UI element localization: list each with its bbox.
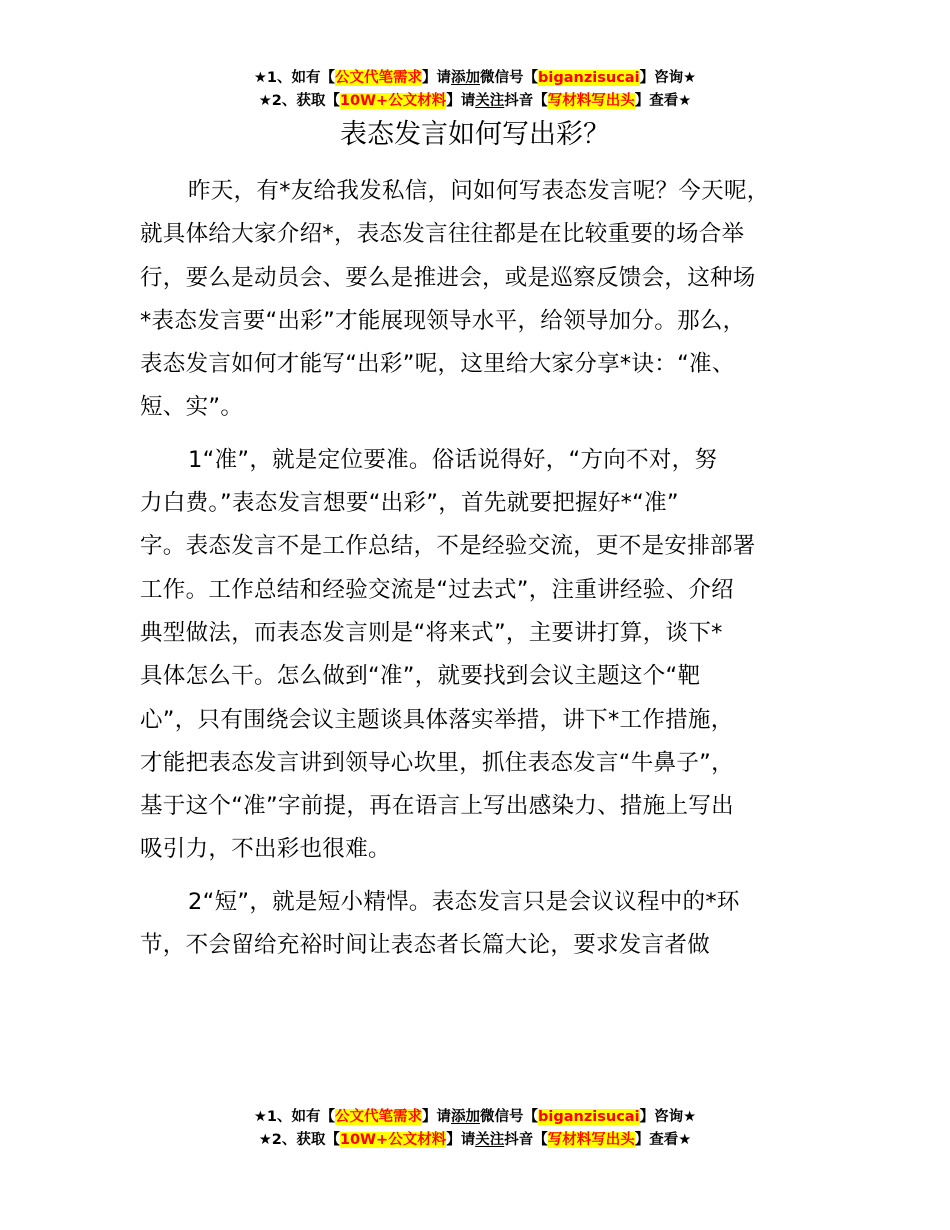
banner-text: 】请: [422, 70, 452, 86]
paragraph-intro: [140, 170, 840, 430]
banner-text: ★1、如有【: [253, 1109, 336, 1125]
banner-text: 抖音【: [504, 1132, 548, 1148]
banner-highlight-douyin-account: 写材料写出头: [547, 93, 635, 109]
banner-underlined-text: 关注: [475, 1132, 505, 1148]
banner-text: ★1、如有【: [253, 70, 336, 86]
text-line: 吸引力，不出彩也很难。: [140, 836, 391, 863]
banner-highlight-service: 公文代笔需求: [335, 1109, 423, 1125]
banner-underlined-text: 关注: [475, 93, 505, 109]
text-line: *表态发言要“出彩”才能展现领导水平，给领导加分。那么，: [140, 307, 746, 334]
banner-line-follow: [0, 90, 950, 113]
banner-underlined-text: 添加: [451, 70, 481, 86]
paragraph-accurate: [140, 439, 840, 872]
banner-text: 】查看★: [634, 93, 692, 109]
text-line: 才能把表态发言讲到领导心坎里，抓住表态发言“牛鼻子”，: [140, 749, 734, 776]
banner-highlight-service: 公文代笔需求: [335, 70, 423, 86]
text-line: 行，要么是动员会、要么是推进会，或是巡察反馈会，这种场: [140, 264, 756, 291]
banner-text: 】请: [446, 1132, 476, 1148]
banner-line-consult: [0, 1106, 950, 1129]
banner-text: 抖音【: [504, 93, 548, 109]
document-title: 表态发言如何写出彩？: [340, 119, 610, 150]
banner-text: 微信号【: [480, 1109, 539, 1125]
footer-banner: [0, 1106, 950, 1152]
text-line: 工作。工作总结和经验交流是“过去式”，注重讲经验、介绍: [140, 576, 734, 603]
text-line: 就具体给大家介绍*，表态发言往往都是在比较重要的场合举: [140, 221, 745, 248]
text-line: 具体怎么干。怎么做到“准”，就要找到会议主题这个“靶: [140, 663, 701, 690]
banner-text: ★2、获取【: [258, 93, 340, 109]
banner-highlight-materials: 10W+公文材料: [339, 93, 447, 109]
banner-underlined-text: 添加: [451, 1109, 481, 1125]
text-line: 短、实”。: [140, 394, 244, 421]
banner-text: 】咨询★: [639, 70, 697, 86]
text-line: 昨天，有*友给我发私信，问如何写表态发言呢？今天呢，: [188, 178, 770, 204]
text-line: 字。表态发言不是工作总结，不是经验交流，更不是安排部署: [140, 533, 756, 560]
banner-highlight-materials: 10W+公文材料: [339, 1132, 447, 1148]
text-line: 节，不会留给充裕时间让表态者长篇大论，要求发言者做: [140, 932, 711, 959]
text-line: 力白费。”表态发言想要“出彩”，首先就要把握好*“准”: [140, 490, 679, 517]
document-body: [140, 170, 840, 976]
text-line: 心”，只有围绕会议主题谈具体落实举措，讲下*工作措施，: [140, 706, 734, 733]
banner-text: 微信号【: [480, 70, 539, 86]
banner-text: 】请: [422, 1109, 452, 1125]
text-line: 表态发言如何才能写“出彩”呢，这里给大家分享*诀：“准、: [140, 351, 735, 378]
header-banner: [0, 67, 950, 113]
banner-highlight-wechat-id: biganzisucai: [538, 70, 640, 86]
banner-highlight-wechat-id: biganzisucai: [538, 1109, 640, 1125]
banner-line-follow: [0, 1129, 950, 1152]
text-line: 典型做法，而表态发言则是“将来式”，主要讲打算，谈下*: [140, 619, 723, 646]
banner-highlight-douyin-account: 写材料写出头: [547, 1132, 635, 1148]
text-line: 1“准”，就是定位要准。俗话说得好，“方向不对，努: [188, 446, 718, 473]
banner-text: 】查看★: [634, 1132, 692, 1148]
text-line: 基于这个“准”字前提，再在语言上写出感染力、措施上写出: [140, 793, 734, 820]
banner-text: ★2、获取【: [258, 1132, 340, 1148]
text-line: 2“短”，就是短小精悍。表态发言只是会议议程中的*环: [188, 888, 740, 915]
banner-text: 】咨询★: [639, 1109, 697, 1125]
banner-line-consult: [0, 67, 950, 90]
paragraph-short: [140, 881, 840, 968]
banner-text: 】请: [446, 93, 476, 109]
